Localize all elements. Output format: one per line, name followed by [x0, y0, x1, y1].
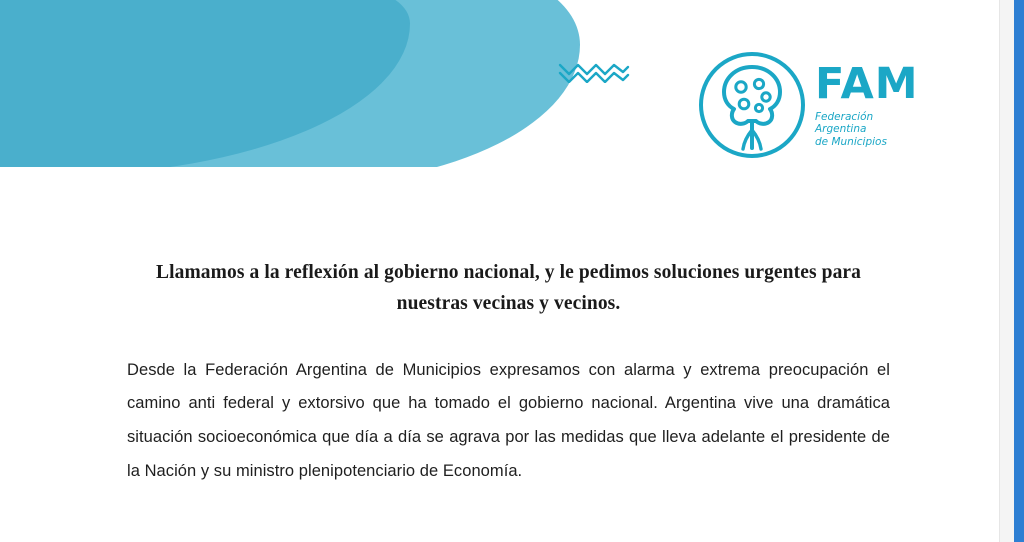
document-content	[127, 258, 890, 489]
fam-tagline	[815, 111, 927, 148]
vertical-scrollbar-thumb[interactable]	[1014, 0, 1024, 542]
fam-wordmark: FAM	[815, 59, 919, 109]
zigzag-icon	[558, 55, 630, 83]
fam-tagline-line2: de Municipios	[815, 135, 887, 148]
wave-mask	[0, 167, 620, 185]
fam-logo	[697, 50, 927, 160]
document-paragraph: Desde la Federación Argentina de Municipios expresamos con alarma y extrema preocupación el camino anti federal y extorsivo que ha tomado el gobierno nacional. Argentina vive una dramática situación socioeconómica que día a día se agrava por las medidas que lleva adelante el presidente de la Nación y su ministro plenipotenciario de Economía.	[127, 360, 890, 481]
wave-shape-front-fill	[0, 18, 150, 173]
fam-logo-text	[815, 59, 927, 148]
header-banner	[0, 0, 1000, 185]
vertical-scrollbar[interactable]	[1014, 0, 1024, 542]
fam-tagline-line1: Federación Argentina	[815, 111, 874, 136]
document-headline: Llamamos a la reflexión al gobierno nacional, y le pedimos soluciones urgentes para nuestras vecinas y vecinos.	[155, 262, 862, 314]
fam-tree-logo-icon	[697, 50, 807, 160]
